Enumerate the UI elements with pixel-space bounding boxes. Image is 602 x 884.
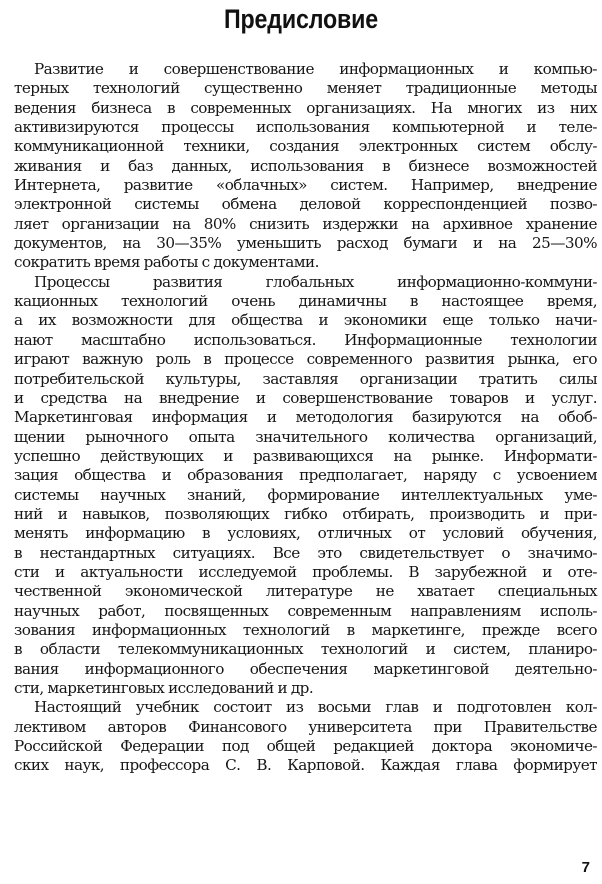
text-line: потребительской культуры, заставляя организации тратить силы — [14, 369, 597, 388]
text-line: зация общества и образования предполагает, наряду с усвоением — [14, 466, 597, 485]
text-line: Настоящий учебник состоит из восьми глав и подготовлен кол- — [34, 698, 597, 717]
text-line: документов, на 30—35% уменьшить расход бумаги и на 25—30% — [14, 234, 597, 253]
text-line: щении рыночного опыта значительного количества организаций, — [14, 427, 597, 446]
page-number: 7 — [581, 859, 590, 876]
body-text — [14, 60, 597, 776]
text-line: коммуникационной техники, создания электронных систем обслу- — [14, 137, 597, 156]
text-line: сти, маркетинговых исследований и др. — [14, 679, 314, 697]
text-line: и средства на внедрение и совершенствование товаров и услуг. — [14, 388, 597, 407]
page-title: Предисловие — [224, 4, 378, 34]
text-line: сократить время работы с документами. — [14, 253, 319, 272]
text-line: а их возможности для общества и экономики еще только начи- — [14, 311, 597, 330]
text-line: системы научных знаний, формирование интеллектуальных уме- — [14, 485, 597, 504]
text-line: электронной системы обмена деловой корреспонденцией позво- — [14, 195, 597, 214]
text-line: живания и баз данных, использования в бизнесе возможностей — [14, 156, 597, 175]
paragraph — [14, 273, 597, 699]
text-line: ских наук, профессора С. В. Карповой. Каждая глава формирует — [14, 756, 597, 775]
text-line: успешно действующих и развивающихся на рынке. Информати- — [14, 446, 597, 465]
text-line: научных работ, посвященных современным направлениям исполь- — [14, 601, 597, 620]
text-line: в области телекоммуникационных технологий и систем, планиро- — [14, 640, 597, 659]
text-line: терных технологий существенно меняет традиционные методы — [14, 79, 597, 98]
text-line: Маркетинговая информация и методология базируются на обоб- — [14, 408, 597, 427]
text-line: в нестандартных ситуациях. Все это свидетельствует о значимо- — [14, 543, 597, 562]
text-line: менять информацию в условиях, отличных от условий обучения, — [14, 524, 597, 543]
text-line: кационных технологий очень динамичны в настоящее время, — [14, 292, 597, 311]
text-line: ведения бизнеса в современных организациях. На многих из них — [14, 98, 597, 117]
text-line: Российской Федерации под общей редакцией доктора экономиче- — [14, 737, 597, 756]
paragraph — [14, 698, 597, 775]
paragraph — [14, 60, 597, 273]
text-line: Интернета, развитие «облачных» систем. Например, внедрение — [14, 176, 597, 195]
text-line: ний и навыков, позволяющих гибко отбирать, производить и при- — [14, 504, 597, 523]
text-line: играют важную роль в процессе современного развития рынка, его — [14, 350, 597, 369]
text-line: Развитие и совершенствование информационных и компью- — [34, 60, 597, 78]
text-line: вания информационного обеспечения маркетинговой деятельно- — [14, 659, 597, 678]
text-line: лективом авторов Финансового университета при Правительстве — [14, 717, 597, 736]
text-line: активизируются процессы использования компьютерной и теле- — [14, 118, 597, 137]
text-line: Процессы развития глобальных информационно-коммуни- — [34, 272, 597, 291]
text-line: ляет организации на 80% снизить издержки на архивное хранение — [14, 214, 597, 233]
text-line: зования информационных технологий в маркетинге, прежде всего — [14, 620, 597, 639]
text-line: сти и актуальности исследуемой проблемы. В зарубежной и оте- — [14, 562, 597, 581]
text-line: чественной экономической литературе не хватает специальных — [14, 582, 597, 601]
text-line: нают масштабно использоваться. Информационные технологии — [14, 330, 597, 349]
